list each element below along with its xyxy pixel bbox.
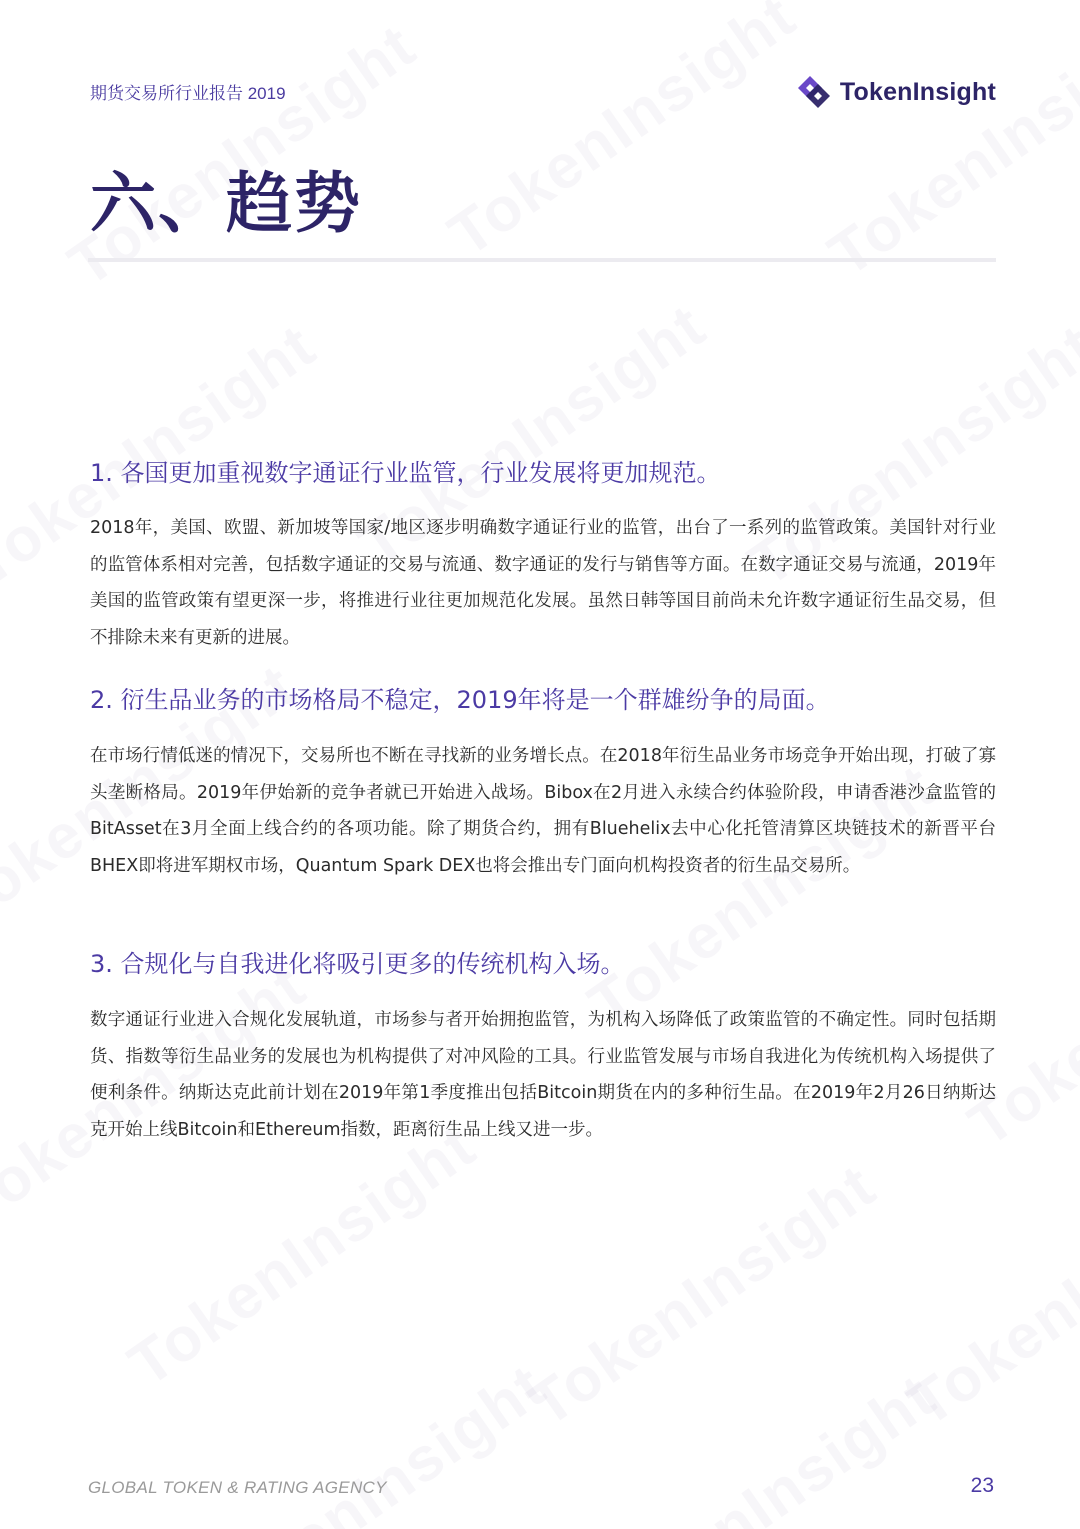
page-number: 23 (970, 1474, 994, 1497)
watermark-logo (516, 1150, 889, 1441)
chapter-title: 六、趋势 (90, 165, 362, 242)
section-body-2: 在市场行情低迷的情况下，交易所也不断在寻找新的业务增长点。在2018年衍生品业务市场竞争开始出现，打破了寡头垄断格局。2019年伊始新的竞争者就已开始进入战场。Bibox在2月进入永续合约体验阶段，申请香港沙盒监管的BitAsset在3月全面上线合约的各项功能。除了期货合约，拥有Bluehelix去中心化托管清算区块链技术的新晋平台BHEX即将进军期权市场，Quantum Spark DEX也将会推出专门面向机构投资者的衍生品交易所。 (90, 746, 996, 876)
brand-logo (796, 74, 996, 110)
section-body-3: 数字通证行业进入合规化发展轨道，市场参与者开始拥抱监管，为机构入场降低了政策监管的不确定性。同时包括期货、指数等衍生品业务的发展也为机构提供了对冲风险的工具。行业监管发展与市场自我进化为传统机构入场提供了便利条件。纳斯达克此前计划在2019年第1季度推出包括Bitcoin期货在内的多种衍生品。在2019年2月26日纳斯达克开始上线Bitcoin和Ethereum指数，距离衍生品上线又进一步。 (90, 1010, 996, 1140)
watermark-logo (116, 1110, 489, 1401)
section-body-1: 2018年，美国、欧盟、新加坡等国家/地区逐步明确数字通证行业的监管，出台了一系列的监管政策。美国针对行业的监管体系相对完善，包括数字通证的交易与流通、数字通证的发行与销售等方面。在数字通证交易与流通，2019年美国的监管政策有望更深一步，将推进行业往更加规范化发展。虽然日韩等国目前尚未允许数字通证衍生品交易，但不排除未来有更新的进展。 (90, 518, 996, 648)
footer-agency: GLOBAL TOKEN & RATING AGENCY (88, 1478, 387, 1497)
title-divider (88, 258, 996, 262)
watermark-logo (816, 0, 1080, 291)
report-title: 期货交易所行业报告 2019 (90, 84, 286, 103)
watermark-logo (436, 0, 809, 271)
watermark-logo (896, 1150, 1080, 1441)
section-heading-2: 2. 衍生品业务的市场格局不稳定，2019年将是一个群雄纷争的局面。 (90, 686, 830, 714)
tokeninsight-logo-icon (796, 74, 832, 110)
watermark-logo (576, 1360, 949, 1529)
watermark-logo (186, 1350, 559, 1529)
logo-wordmark: TokenInsight (839, 77, 996, 106)
section-heading-1: 1. 各国更加重视数字通证行业监管，行业发展将更加规范。 (90, 459, 721, 487)
section-heading-3: 3. 合规化与自我进化将吸引更多的传统机构入场。 (90, 950, 625, 978)
